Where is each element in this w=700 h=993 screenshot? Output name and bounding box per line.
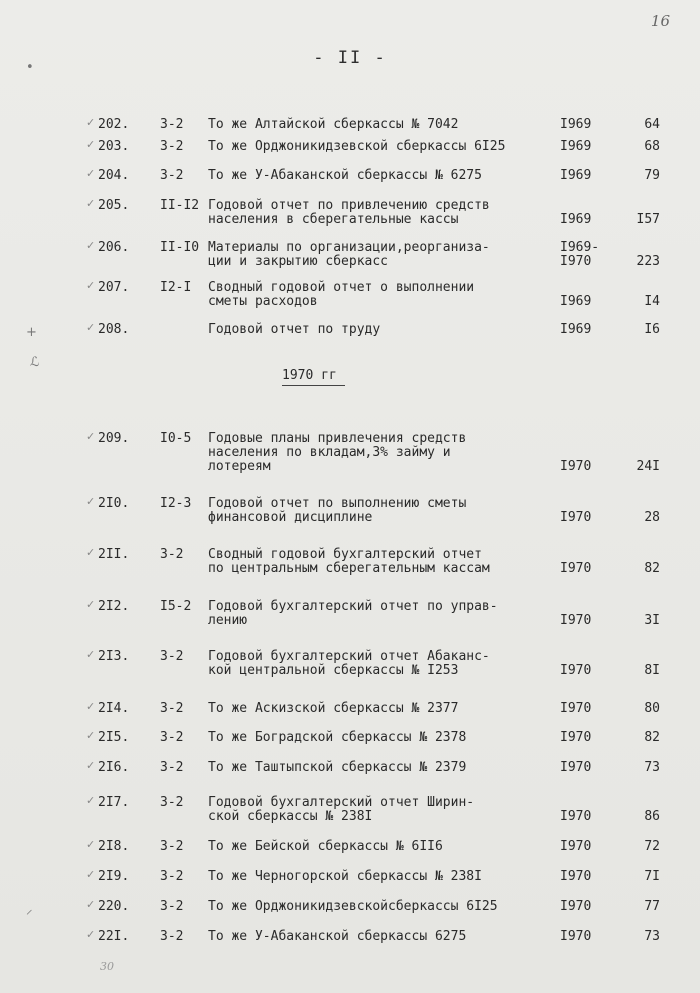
entry-description-line: То же Бейской сберкассы № 6II6	[208, 839, 443, 854]
entry-number: 2I4.	[98, 701, 130, 716]
entry-code: 3-2	[160, 760, 184, 775]
entry-year	[560, 323, 610, 337]
entry-year	[560, 702, 610, 716]
entry-year-line: I969-	[560, 240, 600, 255]
entry-code: I5-2	[160, 599, 192, 614]
entry-code: I0-5	[160, 431, 192, 446]
entry-description-line: населения в сберегательные кассы	[208, 212, 459, 227]
entry-description-line: ции и закрытию сберкасс	[208, 254, 389, 269]
entry-sheet-count: 3I	[644, 613, 660, 628]
entry-sheet-count: 7I	[644, 869, 660, 884]
entry-description	[208, 432, 553, 474]
entry-description	[208, 118, 553, 132]
entry-description	[208, 548, 553, 576]
entry-number: 206.	[98, 240, 130, 255]
entry-code: II-I2	[160, 198, 200, 213]
entry-description	[208, 870, 553, 884]
entry-sheet-count: 77	[644, 899, 660, 914]
check-mark-icon: ✓	[86, 838, 96, 851]
entry-year-line: I969	[560, 168, 592, 183]
entry-sheet-count: 79	[644, 168, 660, 183]
entry-number: 203.	[98, 139, 130, 154]
entry-sheet-count: 64	[644, 117, 660, 132]
entry-description	[208, 140, 553, 154]
entry-year	[560, 664, 610, 678]
entry-description-line: То же Черногорской сберкассы № 238I	[208, 869, 482, 884]
entry-description-line: по центральным сберегательным кассам	[208, 561, 490, 576]
entry-number: 2II.	[98, 547, 130, 562]
entry-code: 3-2	[160, 701, 184, 716]
entry-year	[560, 761, 610, 775]
entry-description-line: Годовой отчет по выполнению сметы	[208, 496, 467, 511]
entry-description	[208, 761, 553, 775]
entry-year	[560, 810, 610, 824]
entry-description-line: Годовой бухгалтерский отчет по управ-	[208, 599, 498, 614]
entry-year-line: I970	[560, 899, 592, 914]
entry-number: 2I8.	[98, 839, 130, 854]
entry-number: 2I7.	[98, 795, 130, 810]
entry-description-line: То же Орджоникидзевскойсберкассы 6I25	[208, 899, 498, 914]
entry-code: 3-2	[160, 869, 184, 884]
check-mark-icon: ✓	[86, 729, 96, 742]
entry-description-line: То же Орджоникидзевской сберкассы 6I25	[208, 139, 506, 154]
entry-year	[560, 930, 610, 944]
entry-year-line: I970	[560, 510, 592, 525]
entry-sheet-count: 68	[644, 139, 660, 154]
entry-code: 3-2	[160, 547, 184, 562]
entry-description-line: Годовой бухгалтерский отчет Ширин-	[208, 795, 475, 810]
entry-year	[560, 460, 610, 474]
entry-number: 2I6.	[98, 760, 130, 775]
handwritten-footer-note: 30	[100, 960, 114, 973]
entry-number: 208.	[98, 322, 130, 337]
entry-year-line: I969	[560, 139, 592, 154]
entry-description-line: финансовой дисциплине	[208, 510, 373, 525]
check-mark-icon: ✓	[86, 321, 96, 334]
check-mark-icon: ✓	[86, 430, 96, 443]
entry-number: 205.	[98, 198, 130, 213]
entry-year-line: I970	[560, 929, 592, 944]
entry-year	[560, 870, 610, 884]
entry-description-line: сметы расходов	[208, 294, 318, 309]
entry-year-line: I970	[560, 613, 592, 628]
entry-year	[560, 900, 610, 914]
entry-description-line: населения по вкладам,3% займу и	[208, 445, 451, 460]
entry-number: 22I.	[98, 929, 130, 944]
entry-description-line: Годовой отчет по привлечению средств	[208, 198, 490, 213]
entry-description-line: То же У-Абаканской сберкассы № 6275	[208, 168, 482, 183]
check-mark-icon: ✓	[86, 239, 96, 252]
entry-year-line: I970	[560, 730, 592, 745]
entry-year-line: I970	[560, 701, 592, 716]
check-mark-icon: ✓	[86, 928, 96, 941]
check-mark-icon: ✓	[86, 167, 96, 180]
entry-description-line: Годовые планы привлечения средств	[208, 431, 467, 446]
entry-number: 202.	[98, 117, 130, 132]
check-mark-icon: ✓	[86, 648, 96, 661]
entry-description-line: То же Аскизской сберкассы № 2377	[208, 701, 459, 716]
entry-code: I2-3	[160, 496, 192, 511]
entry-description	[208, 323, 553, 337]
entry-number: 207.	[98, 280, 130, 295]
entry-year	[560, 614, 610, 628]
entry-code: 3-2	[160, 649, 184, 664]
entry-number: 209.	[98, 431, 130, 446]
entry-description	[208, 497, 553, 525]
entry-year	[560, 169, 610, 183]
entry-description	[208, 702, 553, 716]
entry-sheet-count: 28	[644, 510, 660, 525]
entry-description-line: лотереям	[208, 459, 271, 474]
entry-description-line: Сводный годовой отчет о выполнении	[208, 280, 475, 295]
page-number: - II -	[313, 48, 387, 68]
entry-sheet-count: I4	[644, 294, 660, 309]
entry-year	[560, 511, 610, 525]
entry-sheet-count: 80	[644, 701, 660, 716]
entry-sheet-count: 73	[644, 760, 660, 775]
check-mark-icon: ✓	[86, 700, 96, 713]
entry-description	[208, 840, 553, 854]
margin-squiggle-mark: ℒ	[30, 355, 40, 370]
handwritten-folio-number: 16	[650, 12, 670, 30]
entry-description	[208, 930, 553, 944]
entry-code: 3-2	[160, 839, 184, 854]
entry-code: 3-2	[160, 168, 184, 183]
check-mark-icon: ✓	[86, 898, 96, 911]
entry-number: 220.	[98, 899, 130, 914]
entry-description-line: То же Боградской сберкассы № 2378	[208, 730, 467, 745]
entry-description-line: Годовой отчет по труду	[208, 322, 381, 337]
entry-sheet-count: 223	[636, 254, 660, 269]
entry-code: II-I0	[160, 240, 200, 255]
entry-description-line: Сводный годовой бухгалтерский отчет	[208, 547, 482, 562]
entry-sheet-count: 24I	[636, 459, 660, 474]
entry-number: 2I5.	[98, 730, 130, 745]
entry-year	[560, 295, 610, 309]
entry-code: I2-I	[160, 280, 192, 295]
entry-year-line: I970	[560, 663, 592, 678]
entry-sheet-count: 82	[644, 561, 660, 576]
entry-code: 3-2	[160, 139, 184, 154]
check-mark-icon: ✓	[86, 546, 96, 559]
entry-number: 2I0.	[98, 496, 130, 511]
check-mark-icon: ✓	[86, 598, 96, 611]
entry-year-line: I969	[560, 322, 592, 337]
entry-year	[560, 118, 610, 132]
entry-description-line: лению	[208, 613, 248, 628]
entry-year-line: I970	[560, 459, 592, 474]
entry-code: 3-2	[160, 795, 184, 810]
entry-year-line: I970	[560, 561, 592, 576]
entry-description-line: То же Алтайской сберкассы № 7042	[208, 117, 459, 132]
entry-description-line: То же Таштыпской сберкассы № 2379	[208, 760, 467, 775]
margin-dot-mark: •	[26, 60, 34, 75]
entry-year	[560, 241, 610, 269]
margin-tick-mark: ⸍	[26, 908, 33, 923]
entry-year-line: I970	[560, 809, 592, 824]
entry-number: 204.	[98, 168, 130, 183]
entry-description	[208, 796, 553, 824]
check-mark-icon: ✓	[86, 794, 96, 807]
entry-code: 3-2	[160, 730, 184, 745]
entry-description-line: Материалы по организации,реорганиза-	[208, 240, 490, 255]
check-mark-icon: ✓	[86, 116, 96, 129]
entry-description-line: То же У-Абаканской сберкассы 6275	[208, 929, 467, 944]
entry-year-line: I970	[560, 869, 592, 884]
entry-year	[560, 213, 610, 227]
entry-description	[208, 900, 553, 914]
check-mark-icon: ✓	[86, 495, 96, 508]
entry-sheet-count: 72	[644, 839, 660, 854]
check-mark-icon: ✓	[86, 868, 96, 881]
entry-description	[208, 731, 553, 745]
entry-year-line: I969	[560, 212, 592, 227]
entry-year	[560, 140, 610, 154]
entry-year-line: I970	[560, 254, 592, 269]
entry-sheet-count: I6	[644, 322, 660, 337]
entry-sheet-count: I57	[636, 212, 660, 227]
entry-number: 2I2.	[98, 599, 130, 614]
margin-cross-mark: +	[26, 325, 37, 340]
entry-code: 3-2	[160, 899, 184, 914]
check-mark-icon: ✓	[86, 197, 96, 210]
entry-description	[208, 169, 553, 183]
entry-description-line: Годовой бухгалтерский отчет Абаканс-	[208, 649, 490, 664]
entry-sheet-count: 82	[644, 730, 660, 745]
entry-year	[560, 731, 610, 745]
entry-year	[560, 840, 610, 854]
entry-number: 2I3.	[98, 649, 130, 664]
entry-description-line: ской сберкассы № 238I	[208, 809, 373, 824]
entry-year-line: I970	[560, 839, 592, 854]
check-mark-icon: ✓	[86, 759, 96, 772]
entry-description	[208, 281, 553, 309]
entry-description-line: кой центральной сберкассы № I253	[208, 663, 459, 678]
entry-year-line: I969	[560, 117, 592, 132]
entry-description	[208, 199, 553, 227]
entry-description	[208, 241, 553, 269]
entry-sheet-count: 73	[644, 929, 660, 944]
entry-description	[208, 650, 553, 678]
entry-number: 2I9.	[98, 869, 130, 884]
entry-description	[208, 600, 553, 628]
entry-code: 3-2	[160, 117, 184, 132]
entry-code: 3-2	[160, 929, 184, 944]
entry-sheet-count: 8I	[644, 663, 660, 678]
entry-year-line: I969	[560, 294, 592, 309]
entry-sheet-count: 86	[644, 809, 660, 824]
check-mark-icon: ✓	[86, 279, 96, 292]
section-heading-1970: 1970 гг	[282, 368, 345, 386]
check-mark-icon: ✓	[86, 138, 96, 151]
entry-year-line: I970	[560, 760, 592, 775]
entry-year	[560, 562, 610, 576]
